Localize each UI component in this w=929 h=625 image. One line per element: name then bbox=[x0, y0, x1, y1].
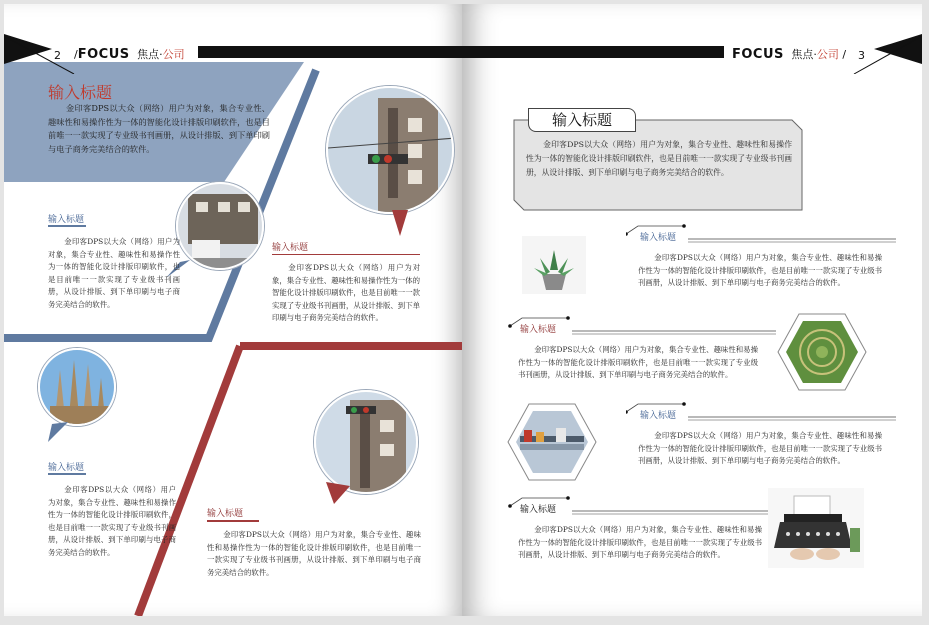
left-main-title: 输入标题 bbox=[48, 83, 113, 102]
left-main-text: 金印客DPS以大众（网络）用户为对象，集合专业性、趣味性和易操作性为一体的智能化设计排版印刷软件，也是目前唯一一款实现了专业级书刊画册，从设计排版、到下单印刷与电子商务完美结合的软件。 bbox=[48, 103, 270, 154]
left-block-2-underline bbox=[272, 254, 420, 255]
header-section-left: 焦点 bbox=[137, 48, 160, 61]
right-row-3-title: 输入标题 bbox=[640, 411, 677, 421]
maze-garden-photo bbox=[776, 312, 868, 392]
left-block-1-text: 金印客DPS以大众（网络）用户为对象，集合专业性、趣味性和易操作性为一体的智能化设计排版印刷软件，也是目前唯一一款实现了专业级书刊画册，从设计排版、到下单印刷与电子商务完美结合的软件。 bbox=[48, 237, 180, 309]
pin-pointer-4 bbox=[326, 482, 350, 504]
left-block-2-text: 金印客DPS以大众（网络）用户为对象，集合专业性、趣味性和易操作性为一体的智能化设计排版印刷软件，也是目前唯一一款实现了专业级书刊画册，从设计排版、到下单印刷与电子商务完美结合的软件。 bbox=[272, 263, 420, 323]
left-block-2-title: 输入标题 bbox=[272, 243, 309, 253]
right-page bbox=[462, 4, 922, 616]
right-row-1-text: 金印客DPS以大众（网络）用户为对象，集合专业性、趣味性和易操作性为一体的智能化设计排版印刷软件，也是目前唯一一款实现了专业级书刊画册，从设计排版、到下单印刷与电子商务完美结合的软件。 bbox=[638, 253, 882, 288]
typewriter-photo bbox=[768, 488, 864, 568]
header-dot-right: · bbox=[813, 48, 817, 61]
left-page bbox=[4, 4, 462, 616]
header-dot-left: · bbox=[159, 48, 163, 61]
page-number-right: 3 bbox=[858, 49, 865, 62]
page-number-left: 2 bbox=[54, 49, 61, 62]
pin-pointer-1 bbox=[392, 210, 408, 236]
left-block-3-underline bbox=[48, 473, 86, 475]
left-block-1-underline bbox=[48, 225, 86, 227]
header-sub-right: 公司 bbox=[816, 48, 839, 61]
right-row-2-text: 金印客DPS以大众（网络）用户为对象，集合专业性、趣味性和易操作性为一体的智能化设计排版印刷软件，也是目前唯一一款实现了专业级书刊画册，从设计排版、到下单印刷与电子商务完美结合的软件。 bbox=[518, 345, 758, 380]
right-row-4-text: 金印客DPS以大众（网络）用户为对象，集合专业性、趣味性和易操作性为一体的智能化设计排版印刷软件，也是目前唯一一款实现了专业级书刊画册，从设计排版、到下单印刷与电子商务完美结合的软件。 bbox=[518, 525, 762, 560]
left-block-4-underline bbox=[207, 520, 259, 522]
left-block-3-text: 金印客DPS以大众（网络）用户为对象，集合专业性、趣味性和易操作性为一体的智能化设计排版印刷软件，也是目前唯一一款实现了专业级书刊画册，从设计排版、到下单印刷与电子商务完美结合的软件。 bbox=[48, 485, 176, 557]
right-header-label: FOCUS 焦点·公司 / bbox=[732, 47, 847, 62]
right-row-3-text: 金印客DPS以大众（网络）用户为对象，集合专业性、趣味性和易操作性为一体的智能化设计排版印刷软件，也是目前唯一一款实现了专业级书刊画册，从设计排版、到下单印刷与电子商务完美结合的软件。 bbox=[638, 431, 882, 466]
header-section-right: 焦点 bbox=[791, 48, 814, 61]
pin-pointer-3 bbox=[48, 422, 68, 442]
header-sub-left: 公司 bbox=[162, 48, 185, 61]
brand-focus-right: FOCUS bbox=[732, 47, 784, 62]
city-reflection-photo bbox=[506, 402, 598, 482]
left-header-bar bbox=[4, 34, 462, 74]
right-header-bar bbox=[462, 34, 922, 74]
cathedral-photo bbox=[38, 348, 116, 426]
right-row-4-title: 输入标题 bbox=[520, 505, 557, 515]
left-block-4-title: 输入标题 bbox=[207, 509, 244, 519]
left-block-4-text: 金印客DPS以大众（网络）用户为对象，集合专业性、趣味性和易操作性为一体的智能化设计排版印刷软件，也是目前唯一一款实现了专业级书刊画册，从设计排版、到下单印刷与电子商务完美结合的软件。 bbox=[207, 530, 421, 577]
right-box-text: 金印客DPS以大众（网络）用户为对象，集合专业性、趣味性和易操作性为一体的智能化设计排版印刷软件，也是目前唯一一款实现了专业级书刊画册，从设计排版、到下单印刷与电子商务完美结合的软件。 bbox=[526, 140, 792, 177]
succulent-photo bbox=[522, 236, 586, 294]
brand-focus-left: FOCUS bbox=[77, 47, 130, 62]
right-row-1-title: 输入标题 bbox=[640, 233, 677, 243]
building-photo-1 bbox=[326, 86, 454, 214]
left-header-label: /FOCUS 焦点·公司 bbox=[74, 47, 185, 62]
right-box-title: 输入标题 bbox=[528, 108, 636, 132]
left-block-3-title: 输入标题 bbox=[48, 463, 85, 473]
building-photo-2 bbox=[314, 390, 418, 494]
street-photo bbox=[176, 182, 264, 270]
left-block-1-title: 输入标题 bbox=[48, 215, 85, 225]
right-row-2-title: 输入标题 bbox=[520, 325, 557, 335]
